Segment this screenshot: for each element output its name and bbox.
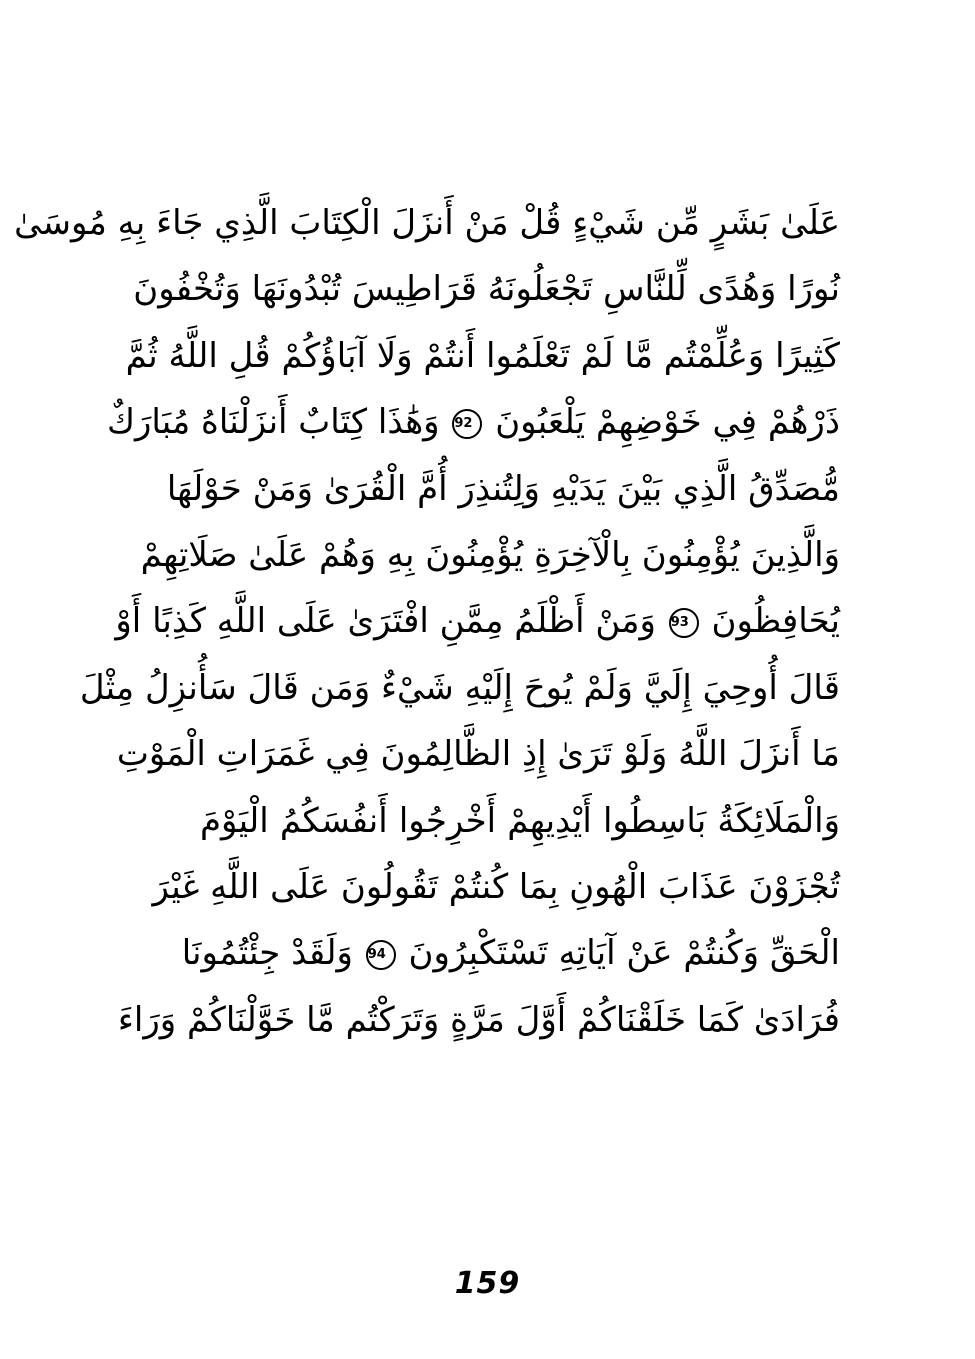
line-text: وَهَٰذَا كِتَابٌ أَنزَلْنَاهُ مُبَارَكٌ xyxy=(106,402,440,443)
text-line xyxy=(106,389,840,455)
line-text: وَالَّذِينَ يُؤْمِنُونَ بِالْآخِرَةِ يُؤْمِنُونَ بِهِ وَهُمْ عَلَىٰ صَلَاتِهِمْ xyxy=(140,534,840,575)
text-line xyxy=(140,522,840,588)
line-text: مَا أَنزَلَ اللَّهُ وَلَوْ تَرَىٰ إِذِ الظَّالِمُونَ فِي غَمَرَاتِ الْمَوْتِ xyxy=(116,734,840,775)
quran-text-block xyxy=(14,190,840,1053)
text-line xyxy=(116,721,840,787)
text-line xyxy=(166,456,840,522)
ayah-number-marker: 94 xyxy=(366,940,396,970)
line-text: الْحَقِّ وَكُنتُمْ عَنْ آيَاتِهِ تَسْتَكْبِرُونَ xyxy=(408,933,840,974)
text-line xyxy=(115,588,840,654)
text-line xyxy=(152,854,840,920)
text-line xyxy=(14,190,840,256)
text-line xyxy=(117,987,840,1053)
line-text: وَمَنْ أَظْلَمُ مِمَّنِ افْتَرَىٰ عَلَى اللَّهِ كَذِبًا أَوْ xyxy=(115,601,656,642)
ayah-number-marker: 93 xyxy=(669,608,699,638)
line-text: مُّصَدِّقُ الَّذِي بَيْنَ يَدَيْهِ وَلِتُنذِرَ أُمَّ الْقُرَىٰ وَمَنْ حَوْلَهَا xyxy=(166,468,840,509)
line-text: قَالَ أُوحِيَ إِلَيَّ وَلَمْ يُوحَ إِلَيْهِ شَيْءٌ وَمَن قَالَ سَأُنزِلُ مِثْلَ xyxy=(79,667,840,708)
line-text: وَالْمَلَائِكَةُ بَاسِطُوا أَيْدِيهِمْ أَخْرِجُوا أَنفُسَكُمُ الْيَوْمَ xyxy=(200,800,840,841)
line-text: كَثِيرًا وَعُلِّمْتُم مَّا لَمْ تَعْلَمُوا أَنتُمْ وَلَا آبَاؤُكُمْ قُلِ اللَّهُ ثُمَّ xyxy=(125,335,840,376)
line-text: ذَرْهُمْ فِي خَوْضِهِمْ يَلْعَبُونَ xyxy=(495,402,840,443)
text-line xyxy=(125,323,840,389)
ayah-number-marker: 92 xyxy=(452,409,482,439)
text-line xyxy=(200,788,840,854)
line-text: يُحَافِظُونَ xyxy=(711,601,840,642)
page-number: 159 xyxy=(454,1266,521,1301)
text-line xyxy=(79,655,840,721)
line-text: وَلَقَدْ جِئْتُمُونَا xyxy=(181,933,353,974)
text-line xyxy=(181,920,840,986)
line-text: نُورًا وَهُدًى لِّلنَّاسِ تَجْعَلُونَهُ قَرَاطِيسَ تُبْدُونَهَا وَتُخْفُونَ xyxy=(133,269,840,310)
line-text: عَلَىٰ بَشَرٍ مِّن شَيْءٍ قُلْ مَنْ أَنزَلَ الْكِتَابَ الَّذِي جَاءَ بِهِ مُوسَىٰ xyxy=(14,203,840,243)
line-text: فُرَادَىٰ كَمَا خَلَقْنَاكُمْ أَوَّلَ مَرَّةٍ وَتَرَكْتُم مَّا خَوَّلْنَاكُمْ وَرَاءَ xyxy=(117,999,840,1040)
text-line xyxy=(133,256,840,322)
line-text: تُجْزَوْنَ عَذَابَ الْهُونِ بِمَا كُنتُمْ تَقُولُونَ عَلَى اللَّهِ غَيْرَ xyxy=(152,866,840,907)
